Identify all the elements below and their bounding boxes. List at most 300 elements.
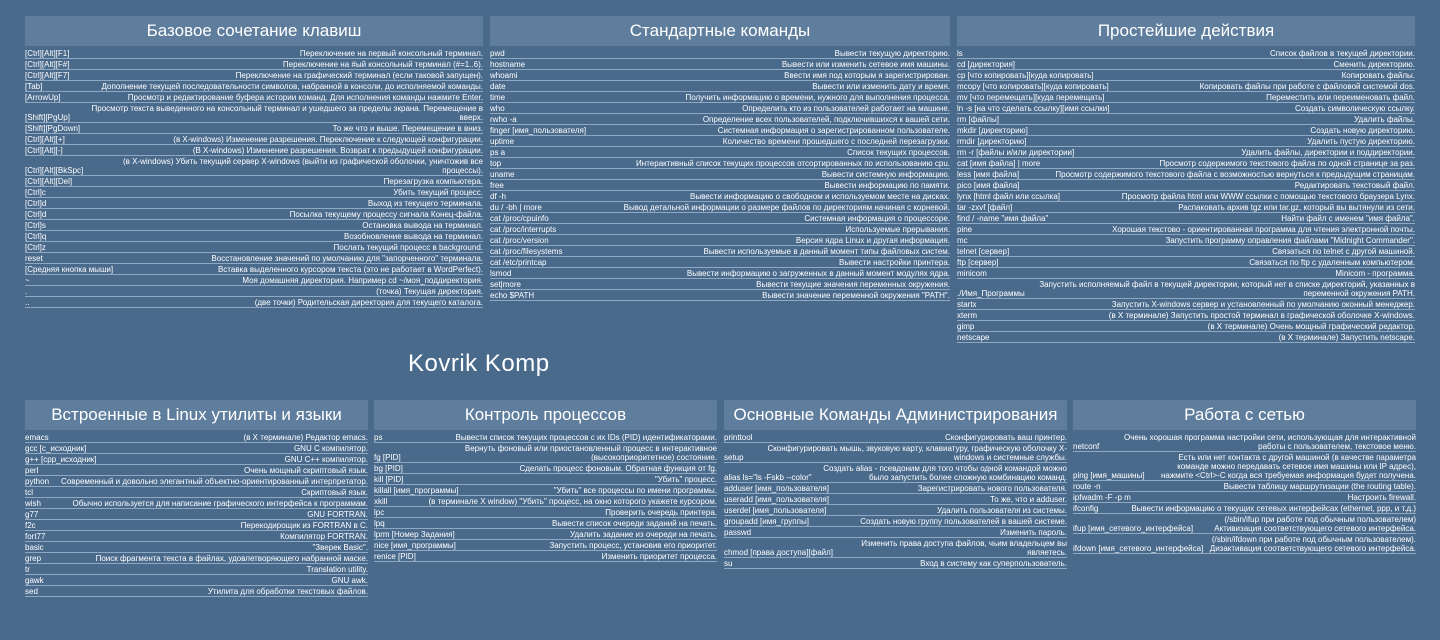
command-row xyxy=(957,332,1415,343)
command-description: Дополнение текущей последовательности символов, набранной в консоли, до исполняемой команды. xyxy=(101,82,483,91)
command-row xyxy=(1073,432,1416,452)
command-row xyxy=(724,494,1067,505)
command-name: [Ctrl][Alt][F1] xyxy=(25,49,70,58)
command-description: Есть или нет контакта с другой машиной (в качестве параметра команде можно передавать сетевое имя машины или IP адрес), нажмите <Ctrl>-C когда вся требуемая информация будет получена. xyxy=(1160,453,1416,480)
command-row xyxy=(957,147,1415,158)
row-list xyxy=(374,432,717,562)
command-description: (/sbin/ifup при работе под обычным пользователем) Активизация соответствующего сетевого интерфейса. xyxy=(1214,515,1416,533)
command-description: Вывести таблицу маршрутизации (the routing table). xyxy=(1223,482,1416,491)
command-description: То же что и выше. Перемещение в вниз. xyxy=(332,124,483,133)
command-name: xterm xyxy=(957,311,977,320)
command-description: Сменить директорию. xyxy=(1333,60,1415,69)
command-row xyxy=(957,70,1415,81)
command-description: Количество времени прошедшего с последней перезагрузки. xyxy=(722,137,950,146)
command-row xyxy=(490,268,950,279)
command-name: f2c xyxy=(25,521,36,530)
command-name: less [имя файла] xyxy=(957,170,1020,179)
command-row xyxy=(374,432,717,443)
command-description: GNU FORTRAN. xyxy=(307,510,368,519)
command-name: ping [имя_машины] xyxy=(1073,471,1145,480)
command-name: bg [PID] xyxy=(374,464,403,473)
command-name: lprm [Номер Задания] xyxy=(374,530,455,539)
command-row xyxy=(25,286,483,297)
command-name: lsmod xyxy=(490,269,512,278)
command-row xyxy=(374,551,717,562)
command-description: Выход из текущего терминала. xyxy=(367,199,483,208)
panel-admin-commands xyxy=(724,400,1067,569)
command-name: pine xyxy=(957,225,973,234)
command-name: [Ctrl][Alt][+] xyxy=(25,135,65,144)
command-row xyxy=(724,516,1067,527)
command-description: Связаться по ftp с удаленным компьютером. xyxy=(1249,258,1415,267)
command-description: (/sbin/ifdown при работе под обычным пользователем). Дизактивация соответствующего сетевого интерфейса. xyxy=(1209,535,1416,553)
command-name: setup xyxy=(724,453,744,462)
command-name: tar -zxvf [файл] xyxy=(957,203,1013,212)
command-description: Восстановление значений по умолчанию для "запорченного" терминала. xyxy=(211,254,483,263)
command-row xyxy=(374,474,717,485)
command-description: Вывести информацию о загруженных в данный момент модулях ядра. xyxy=(686,269,950,278)
command-name: cat [имя файла] | more xyxy=(957,159,1041,168)
command-name: grep xyxy=(25,554,42,563)
command-description: Создать новую директорию. xyxy=(1310,126,1415,135)
command-name: cat /proc/filesystems xyxy=(490,247,563,256)
command-name: ipfwadm -F -p m xyxy=(1073,493,1131,502)
command-description: Minicom - программа. xyxy=(1335,269,1415,278)
command-row xyxy=(1073,481,1416,492)
command-name: rmdir [директорию] xyxy=(957,137,1027,146)
command-description: Современный и довольно элегантный объектно-ориентированный интерпретатор. xyxy=(61,477,368,486)
command-description: (В X-windows) Изменение разрешения. Возврат к предыдущей конфигурации. xyxy=(192,146,483,155)
command-row xyxy=(490,202,950,213)
command-row xyxy=(25,253,483,264)
command-description: Зарегистрировать нового пользователя. xyxy=(917,484,1067,493)
command-row xyxy=(957,180,1415,191)
command-name: tcl xyxy=(25,488,33,497)
command-row xyxy=(25,103,483,123)
command-row xyxy=(25,187,483,198)
command-row xyxy=(957,268,1415,279)
command-description: Хорошая текстово - ориентированная программа для чтения электронной почты. xyxy=(1112,225,1415,234)
command-row xyxy=(25,264,483,275)
command-row xyxy=(957,279,1415,299)
command-row xyxy=(490,114,950,125)
command-name: mcopy [что копировать][куда копировать] xyxy=(957,82,1109,91)
command-row xyxy=(957,169,1415,180)
command-row xyxy=(724,558,1067,569)
command-description: (в X терминале) Запустить netscape. xyxy=(1278,333,1415,342)
command-row xyxy=(25,176,483,187)
command-row xyxy=(25,145,483,156)
command-name: df -h xyxy=(490,192,507,201)
command-row xyxy=(957,59,1415,70)
row-list xyxy=(490,48,950,301)
command-name: hostname xyxy=(490,60,526,69)
command-row xyxy=(957,81,1415,92)
command-row xyxy=(957,202,1415,213)
command-description: (точка) Текущая директория. xyxy=(376,287,483,296)
panel-title: Работа с сетью xyxy=(1073,400,1416,430)
command-name: ln -s [на что сделать ссылку][имя ссылки] xyxy=(957,104,1110,113)
command-name: gcc [с_исходник] xyxy=(25,444,87,453)
command-name: killall [имя_программы] xyxy=(374,486,459,495)
command-row xyxy=(490,169,950,180)
command-name: ftp [сервер] xyxy=(957,258,999,267)
panel-utilities-languages xyxy=(25,400,368,597)
command-name: [Ctrl][Alt][F7] xyxy=(25,71,70,80)
command-description: Удалить задание из очереди на печать. xyxy=(570,530,717,539)
panel-title: Стандартные команды xyxy=(490,16,950,46)
command-row xyxy=(25,156,483,176)
command-row xyxy=(957,299,1415,310)
command-name: du / -bh | more xyxy=(490,203,542,212)
command-name: ./Имя_Программы xyxy=(957,289,1025,298)
command-description: Удалить файлы. xyxy=(1354,115,1415,124)
command-description: Системная информация о процессоре. xyxy=(804,214,950,223)
command-description: Запустить исполняемый файл в текущей директории, который нет в списке директорий, указанных в переменной окружения PATH. xyxy=(1039,280,1415,298)
command-row xyxy=(490,235,950,246)
command-name: [Ctrl][Alt][Del] xyxy=(25,177,73,186)
command-row xyxy=(25,81,483,92)
command-description: "Убить" все процессы по имени программы. xyxy=(553,486,717,495)
command-description: Вывести или изменить сетевое имя машины. xyxy=(781,60,950,69)
command-description: Вывести системную информацию. xyxy=(821,170,950,179)
command-description: Вывести информацию по памяти. xyxy=(824,181,950,190)
command-name: cat /proc/interrupts xyxy=(490,225,557,234)
command-name: [Ctrl][Alt][BkSpc] xyxy=(25,166,84,175)
command-row xyxy=(490,257,950,268)
command-description: Редактировать текстовый файл. xyxy=(1294,181,1415,190)
command-name: whoami xyxy=(490,71,518,80)
command-description: Изменить права доступа файлов, чьим владельцем вы являетесь. xyxy=(861,539,1067,557)
command-name: lpq xyxy=(374,519,385,528)
command-name: ~ xyxy=(25,276,30,285)
command-name: renice [PID] xyxy=(374,552,416,561)
command-name: [Ctrl]q xyxy=(25,232,47,241)
command-row xyxy=(25,586,368,597)
command-description: (в X терминале) Запустить простой терминал в графической оболочке X-windows. xyxy=(1108,311,1415,320)
command-name: ps xyxy=(374,433,383,442)
command-name: g++ [cpp_исходник] xyxy=(25,455,97,464)
row-list xyxy=(25,432,368,597)
command-row xyxy=(25,575,368,586)
command-description: (в X терминале) Редактор emacs. xyxy=(243,433,368,442)
command-description: Ввести имя под которым я зарегистрирован. xyxy=(784,71,950,80)
command-description: Просмотр содержимого текстового файла по одной странице за раз. xyxy=(1159,159,1415,168)
command-description: Возобновление вывода на терминал. xyxy=(344,232,483,241)
command-description: Распаковать архив tgz или tar.gz, который вы вытянули из сети. xyxy=(1178,203,1415,212)
command-name: netconf xyxy=(1073,442,1100,451)
command-row xyxy=(25,465,368,476)
command-row xyxy=(490,147,950,158)
command-description: Связаться по telnet с другой машиной. xyxy=(1272,247,1415,256)
command-row xyxy=(957,48,1415,59)
command-description: Интерактивный список текущих процессов отсортированных по использованию cpu. xyxy=(636,159,950,168)
command-name: groupadd [имя_группы] xyxy=(724,517,809,526)
command-row xyxy=(957,321,1415,332)
command-name: [Shift][PgUp] xyxy=(25,113,70,122)
command-name: lynx [html файл или ссылка] xyxy=(957,192,1060,201)
command-description: Очень хорошая программа настройки сети, использующая для интерактивной работы с пользователем, текстовое меню. xyxy=(1124,433,1416,451)
command-row xyxy=(25,498,368,509)
command-row xyxy=(25,134,483,145)
command-row xyxy=(25,553,368,564)
command-description: Вход в систему как суперпользователь. xyxy=(920,559,1067,568)
command-description: Остановка вывода на терминал. xyxy=(362,221,483,230)
panel-title: Основные Команды Администрирования xyxy=(724,400,1067,430)
command-description: Вывод детальной информации о размере файлов по директориям начиная с корневой. xyxy=(623,203,950,212)
row-list xyxy=(957,48,1415,343)
command-description: Вставка выделенного курсором текста (это не работает в WordPerfect). xyxy=(217,265,483,274)
command-description: Определить кто из пользователей работает на машине. xyxy=(742,104,950,113)
command-row xyxy=(25,531,368,542)
command-description: Вывести список текущих процессов с их IDs (PID) идентификаторами. xyxy=(455,433,717,442)
command-name: xkill xyxy=(374,497,388,506)
command-row xyxy=(490,70,950,81)
command-description: GNU C компилятор. xyxy=(293,444,368,453)
command-description: Послать текущий процесс в background. xyxy=(333,243,483,252)
command-name: fg [PID] xyxy=(374,453,401,462)
command-description: Translation utility. xyxy=(306,565,368,574)
command-row xyxy=(25,220,483,231)
command-description: Сконфигурировать мышь, звуковую карту, клавиатуру, графическую оболочку X-windows и системные службы. xyxy=(767,444,1067,462)
command-description: Настроить firewall. xyxy=(1347,493,1416,502)
command-row xyxy=(374,485,717,496)
command-row xyxy=(490,136,950,147)
panel-basic-keys xyxy=(25,16,483,308)
command-name: ifconfig xyxy=(1073,504,1099,513)
command-name: top xyxy=(490,159,502,168)
command-row xyxy=(25,209,483,220)
command-row xyxy=(25,242,483,253)
command-description: Вывести текущие значения переменных окружения. xyxy=(756,280,950,289)
command-row xyxy=(957,114,1415,125)
command-description: Версия ядра Linux и другая информация. xyxy=(795,236,950,245)
command-row xyxy=(490,81,950,92)
command-row xyxy=(1073,534,1416,554)
command-description: Очень мощный скриптовый язык. xyxy=(244,466,368,475)
command-name: rm [файлы] xyxy=(957,115,999,124)
command-row xyxy=(25,123,483,134)
command-name: userdel [имя_пользователя] xyxy=(724,506,827,515)
command-name: echo $PATH xyxy=(490,291,535,300)
command-row xyxy=(490,290,950,301)
command-description: Сконфигурировать ваш принтер. xyxy=(944,433,1067,442)
command-description: "Убить" процесс. xyxy=(654,475,717,484)
command-row xyxy=(490,92,950,103)
command-description: Переключение на первый консольный терминал. xyxy=(299,49,483,58)
command-row xyxy=(957,213,1415,224)
command-description: (две точки) Родительская директория для текущего каталога. xyxy=(254,298,483,307)
command-description: GNU awk. xyxy=(331,576,368,585)
command-row xyxy=(724,432,1067,443)
command-row xyxy=(490,246,950,257)
command-row xyxy=(374,529,717,540)
command-row xyxy=(25,297,483,308)
command-description: Вывести или изменить дату и время. xyxy=(812,82,950,91)
logo-text: Kovrik Komp xyxy=(408,350,550,377)
command-name: free xyxy=(490,181,504,190)
command-row xyxy=(957,224,1415,235)
command-name: mv [что перемещать][куда перемещать] xyxy=(957,93,1105,102)
command-row xyxy=(957,136,1415,147)
command-name: [Ctrl][Alt][F#] xyxy=(25,60,70,69)
command-name: cp [что копировать][куда копировать] xyxy=(957,71,1094,80)
panel-process-control xyxy=(374,400,717,562)
command-row xyxy=(724,538,1067,558)
command-name: ifdown [имя_сетевого_интерфейса] xyxy=(1073,544,1204,553)
command-description: Удалить пустую директорию. xyxy=(1307,137,1415,146)
command-name: fort77 xyxy=(25,532,46,541)
command-description: "Зверек Basic". xyxy=(312,543,368,552)
command-name: [Tab] xyxy=(25,82,43,91)
command-name: emacs xyxy=(25,433,49,442)
command-row xyxy=(724,463,1067,483)
command-name: ls xyxy=(957,49,963,58)
command-name: pico [имя файла] xyxy=(957,181,1020,190)
command-name: uptime xyxy=(490,137,515,146)
command-description: Просмотр содержимого текстового файла с возможностью вернуться к предыдущим страницам. xyxy=(1055,170,1415,179)
command-row xyxy=(490,158,950,169)
command-name: [Shift][PgDown] xyxy=(25,124,81,133)
command-description: Вернуть фоновый или приостановленный процесс в интерактивное (высокоприоритетное) состояние. xyxy=(464,444,717,462)
command-description: То же, что и adduser. xyxy=(990,495,1067,504)
panel-title: Базовое сочетание клавиш xyxy=(25,16,483,46)
command-name: uname xyxy=(490,170,515,179)
command-name: telnet [сервер] xyxy=(957,247,1010,256)
command-row xyxy=(957,246,1415,257)
command-description: Проверить очередь принтера. xyxy=(605,508,717,517)
row-list xyxy=(25,48,483,308)
command-name: mkdir [директорию] xyxy=(957,126,1028,135)
command-description: Поиск фрагмента текста в файлах, удовлетворяющего набранной маске. xyxy=(95,554,368,563)
command-description: Запустить X-windows сервер и установленный по умолчанию оконный менеджер. xyxy=(1111,300,1415,309)
command-row xyxy=(374,540,717,551)
command-name: ifup [имя_сетевого_интерфейса] xyxy=(1073,524,1194,533)
command-description: Системная информация о зарегистрированном пользователе. xyxy=(717,126,950,135)
command-name: cat /proc/version xyxy=(490,236,549,245)
command-name: [Ctrl]d xyxy=(25,199,47,208)
command-row xyxy=(25,231,483,242)
command-description: (в терминале X window) "Убить" процесс, на окно которого укажете курсором. xyxy=(428,497,717,506)
command-description: Список текущих процессов. xyxy=(847,148,950,157)
command-row xyxy=(724,483,1067,494)
command-description: Просмотр и редактирование буфера истории команд. Для исполнения команды нажмите Enter. xyxy=(127,93,483,102)
command-row xyxy=(25,542,368,553)
panel-networking xyxy=(1073,400,1416,554)
command-row xyxy=(25,564,368,575)
command-name: [Ctrl][Alt][-] xyxy=(25,146,63,155)
command-row xyxy=(724,443,1067,463)
command-row xyxy=(490,125,950,136)
command-name: ps a xyxy=(490,148,506,157)
command-name: .. xyxy=(25,298,30,307)
command-name: cat /proc/cpuinfo xyxy=(490,214,549,223)
command-name: cat /etc/printcap xyxy=(490,258,547,267)
command-row xyxy=(25,454,368,465)
command-name: basic xyxy=(25,543,44,552)
command-row xyxy=(957,92,1415,103)
command-row xyxy=(25,59,483,70)
command-description: Копировать файлы. xyxy=(1341,71,1415,80)
panel-standard-commands xyxy=(490,16,950,301)
command-row xyxy=(25,487,368,498)
command-row xyxy=(25,476,368,487)
command-name: kill [PID] xyxy=(374,475,404,484)
command-description: Перезагрузка компьютера. xyxy=(383,177,483,186)
command-description: Просмотр текста выведенного на консольный терминал и ушедшего за пределы экрана. Перемещение в вверх. xyxy=(91,104,483,122)
command-row xyxy=(490,279,950,290)
command-name: . xyxy=(25,287,28,296)
command-description: Запустить программу оправления файлами "Midnight Commander". xyxy=(1165,236,1415,245)
command-description: Изменить приоритет процесса. xyxy=(601,552,717,561)
command-description: (в X-windows) Изменение разрешения. Переключение к следующей конфигурации. xyxy=(173,135,483,144)
command-row xyxy=(957,125,1415,136)
command-name: rwho -a xyxy=(490,115,517,124)
command-row xyxy=(374,496,717,507)
command-name: reset xyxy=(25,254,43,263)
command-name: rm -r [файлы и/или директории] xyxy=(957,148,1075,157)
command-row xyxy=(374,443,717,463)
command-row xyxy=(490,191,950,202)
command-description: Вывести информацию о текущих сетевых интерфейсах (ethernet, ppp, и т.д.) xyxy=(1131,504,1416,513)
command-row xyxy=(25,443,368,454)
command-row xyxy=(490,48,950,59)
command-row xyxy=(490,213,950,224)
row-list xyxy=(1073,432,1416,554)
command-row xyxy=(374,518,717,529)
command-name: su xyxy=(724,559,733,568)
command-name: minicom xyxy=(957,269,987,278)
command-row xyxy=(25,520,368,531)
command-name: [Ctrl]c xyxy=(25,188,46,197)
command-name: printtool xyxy=(724,433,753,442)
command-name: perl xyxy=(25,466,39,475)
command-description: Вывести значение переменной окружения "PATH". xyxy=(762,291,950,300)
command-name: [Ctrl]s xyxy=(25,221,46,230)
command-row xyxy=(957,310,1415,321)
command-row xyxy=(490,180,950,191)
command-name: lpc xyxy=(374,508,385,517)
command-name: nice [имя_программы] xyxy=(374,541,456,550)
command-description: Компилятор FORTRAN. xyxy=(280,532,368,541)
command-name: pwd xyxy=(490,49,505,58)
command-name: chmod [права доступа][файл] xyxy=(724,548,834,557)
command-name: netscape xyxy=(957,333,990,342)
command-row xyxy=(490,103,950,114)
command-row xyxy=(957,191,1415,202)
command-name: time xyxy=(490,93,506,102)
command-name: adduser [имя_пользователя] xyxy=(724,484,829,493)
command-description: Обычно используется для написание графического интерфейса к программам. xyxy=(72,499,368,508)
command-description: Удалить файлы, директории и поддиректории. xyxy=(1241,148,1415,157)
command-name: gawk xyxy=(25,576,44,585)
command-name: useradd [имя_пользователя] xyxy=(724,495,829,504)
command-row xyxy=(25,509,368,520)
panel-title: Простейшие действия xyxy=(957,16,1415,46)
command-description: Посылка текущему процессу сигнала Конец-файла. xyxy=(289,210,483,219)
command-name: wish xyxy=(25,499,42,508)
command-name: python xyxy=(25,477,50,486)
command-row xyxy=(724,505,1067,516)
panel-simple-actions xyxy=(957,16,1415,343)
command-row xyxy=(490,224,950,235)
command-name: cd [директория] xyxy=(957,60,1016,69)
command-row xyxy=(957,103,1415,114)
command-name: sed xyxy=(25,587,38,596)
command-name: route -n xyxy=(1073,482,1101,491)
command-name: [Ctrl]d xyxy=(25,210,47,219)
command-description: Утилита для обработки текстовых файлов. xyxy=(207,587,368,596)
